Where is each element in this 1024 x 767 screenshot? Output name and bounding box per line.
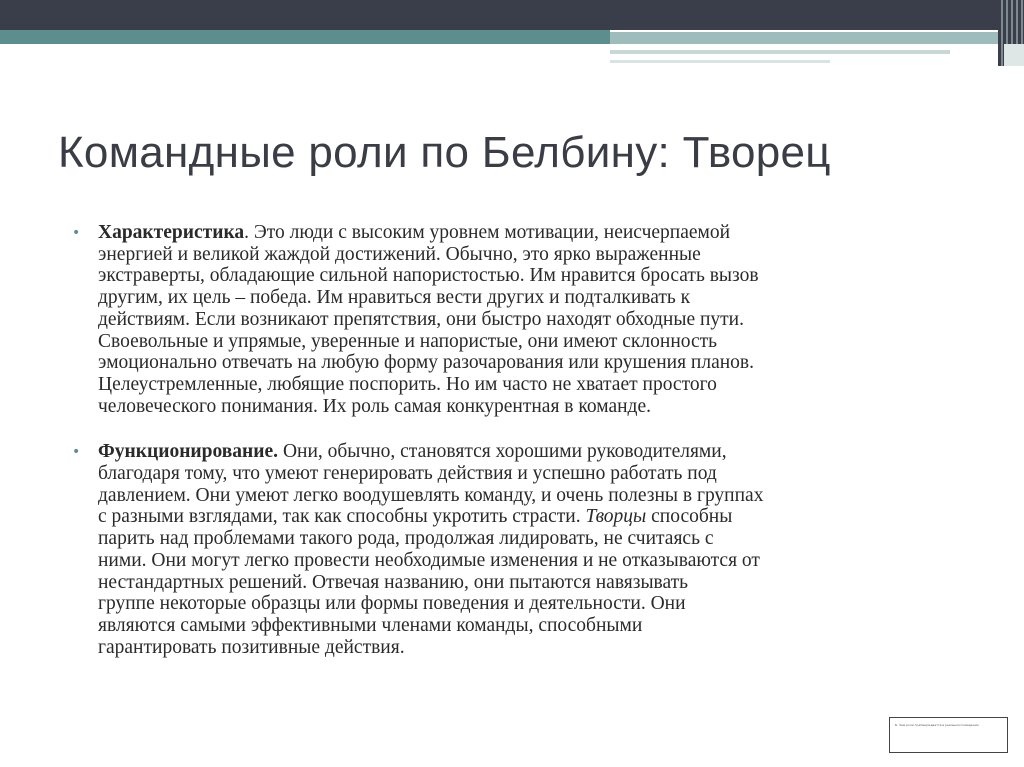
text-line: Своевольные и упрямые, уверенные и напористые, они имеют склонность xyxy=(98,330,718,352)
text-segment: с разными взглядами, так как способны укротить страсти. xyxy=(98,506,586,528)
bullet-item-functioning xyxy=(72,441,972,658)
footer-note-box xyxy=(889,717,1008,753)
text-line: парить над проблемами такого рода, продолжая лидировать, не считаясь с xyxy=(98,528,714,550)
bullet-item-characteristics xyxy=(72,222,972,417)
header-accent-line-short xyxy=(610,60,830,63)
text-line: Целеустремленные, любящие поспорить. Но им часто не хватает простого xyxy=(98,373,717,395)
footer-note-text: Б. Чем роли подтверждается в реальном поведении xyxy=(895,723,979,727)
text-line: экстраверты, обладающие сильной напористостью. Им нравится бросать вызов xyxy=(98,265,759,287)
bullet-dot-icon: • xyxy=(72,225,81,241)
italic-term: Творцы xyxy=(585,506,647,528)
text-line: другим, их цель – победа. Им нравиться вести других и подталкивать к xyxy=(98,287,691,309)
slide-title: Командные роли по Белбину: Творец xyxy=(58,128,831,177)
text-line xyxy=(98,506,972,528)
header-band-teal-light xyxy=(610,32,1000,44)
header-accent-line xyxy=(610,50,950,54)
header-band-teal xyxy=(0,30,610,44)
bullet-lead: Функционирование. xyxy=(98,441,279,463)
text-line: ними. Они могут легко провести необходимые изменения и не отказываются от xyxy=(98,549,760,571)
text-line: нестандартных решений. Отвечая названию, они пытаются навязывать xyxy=(98,571,689,593)
header-right-edge xyxy=(1004,44,1024,66)
header-band-dark xyxy=(0,0,1024,30)
bullet-dot-icon: • xyxy=(72,444,81,461)
text-line: благодаря тому, что умеют генерировать действия и успешно работать под xyxy=(98,463,717,485)
text-line: группе некоторые образцы или формы поведения и деятельности. Они xyxy=(98,593,686,615)
text-line: человеческого понимания. Их роль самая конкурентная в команде. xyxy=(98,395,651,417)
text-line: гарантировать позитивные действия. xyxy=(98,636,405,658)
bullet-lead: Характеристика xyxy=(98,222,245,243)
text-line: являются самыми эффективными членами команды, способными xyxy=(98,614,643,636)
text-line: давлением. Они умеют легко воодушевлять команду, и очень полезны в группах xyxy=(98,484,764,506)
text-line: энергией и великой жаждой достижений. Обычно, это ярко выраженные xyxy=(98,243,701,265)
slide-content xyxy=(72,222,972,682)
text-line xyxy=(98,222,972,244)
text-line: действиям. Если возникают препятствия, они быстро находят обходные пути. xyxy=(98,308,744,330)
text-line: эмоционально отвечать на любую форму разочарования или крушения планов. xyxy=(98,352,755,374)
text-segment: способны xyxy=(646,506,733,528)
text-segment: . Это люди с высоким уровнем мотивации, неисчерпаемой xyxy=(244,222,731,243)
text-segment: Они, обычно, становятся хорошими руководителями, xyxy=(278,441,727,463)
text-line xyxy=(98,441,972,463)
